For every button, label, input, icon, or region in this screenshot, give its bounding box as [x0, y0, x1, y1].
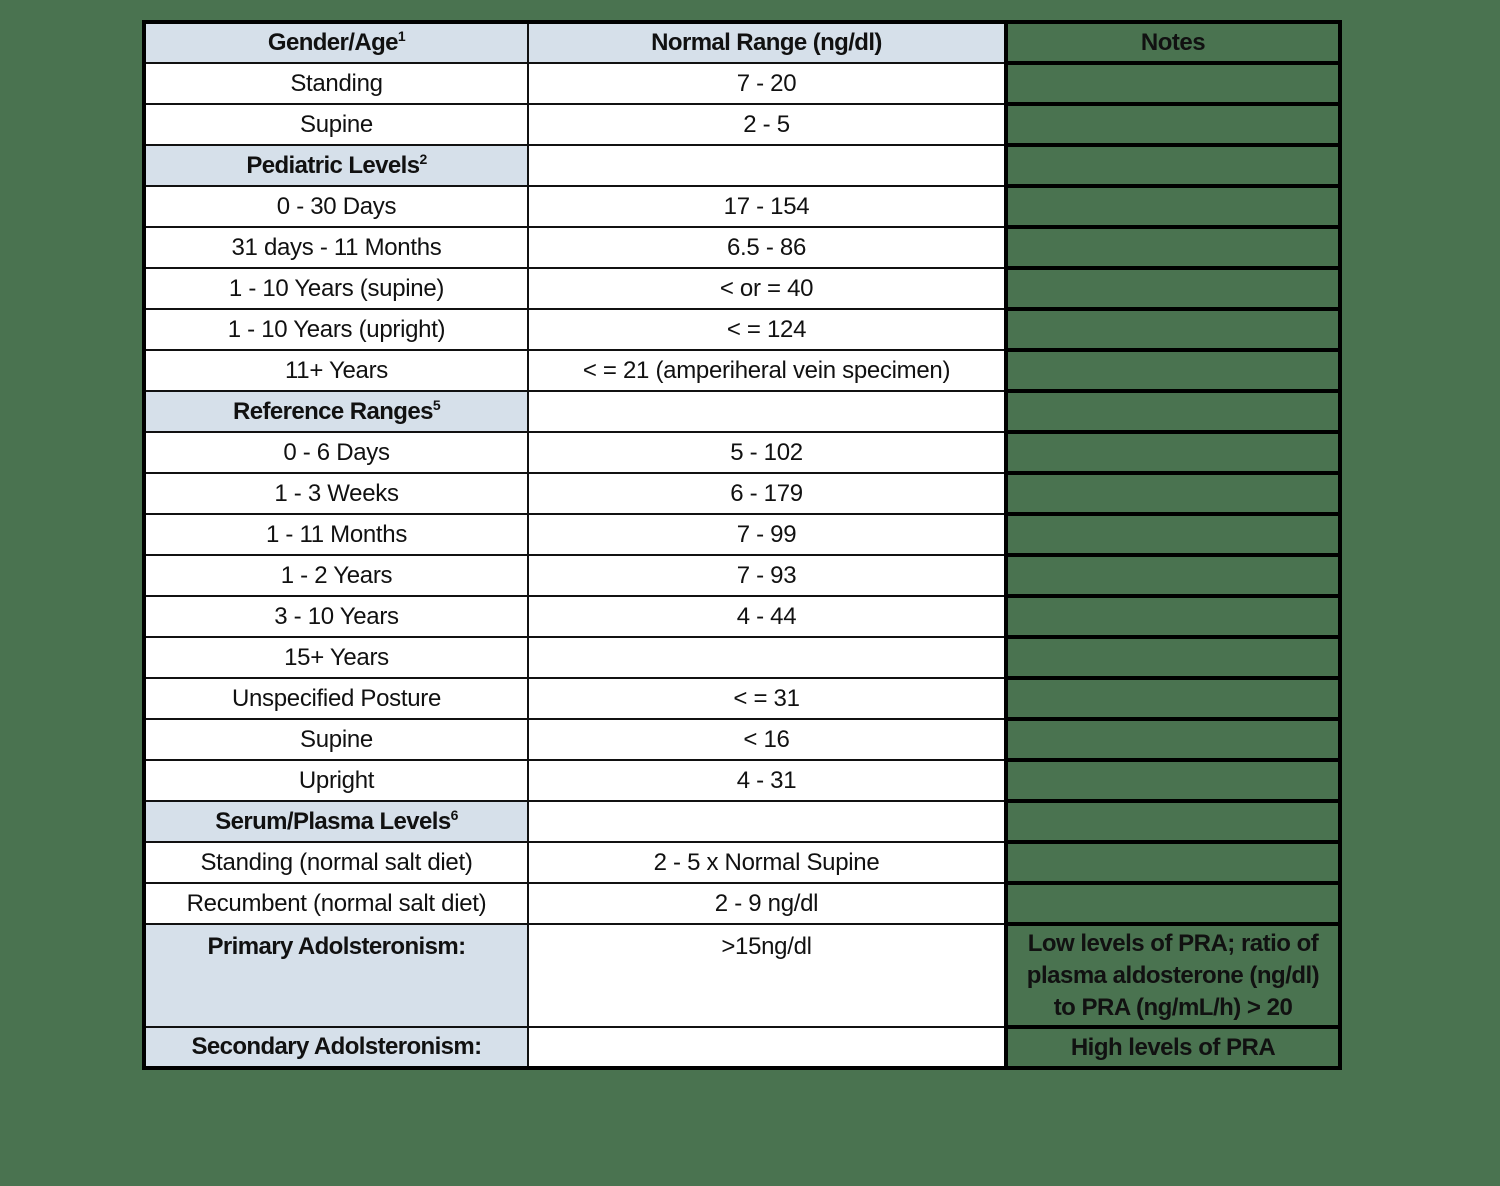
- range-value: 7 - 99: [528, 514, 1006, 555]
- notes-cell: [1006, 473, 1340, 514]
- row-label: Supine: [144, 104, 528, 145]
- table-row: [144, 514, 1340, 555]
- notes-cell: [1006, 145, 1340, 186]
- notes-cell: [1006, 842, 1340, 883]
- row-label: 3 - 10 Years: [144, 596, 528, 637]
- range-value: [528, 637, 1006, 678]
- table-row: [144, 473, 1340, 514]
- row-label: 1 - 2 Years: [144, 555, 528, 596]
- notes-cell: [1006, 883, 1340, 924]
- range-value: 4 - 44: [528, 596, 1006, 637]
- range-value: 5 - 102: [528, 432, 1006, 473]
- table-row: [144, 350, 1340, 391]
- range-value: < = 31: [528, 678, 1006, 719]
- range-value: 7 - 20: [528, 63, 1006, 104]
- row-label: 1 - 10 Years (upright): [144, 309, 528, 350]
- range-value: [528, 391, 1006, 432]
- notes-cell: [1006, 63, 1340, 104]
- range-value: 6 - 179: [528, 473, 1006, 514]
- range-value: 7 - 93: [528, 555, 1006, 596]
- table-row: [144, 555, 1340, 596]
- table-row: [144, 842, 1340, 883]
- row-label: Unspecified Posture: [144, 678, 528, 719]
- row-label: Supine: [144, 719, 528, 760]
- notes-cell: [1006, 678, 1340, 719]
- notes-cell: [1006, 596, 1340, 637]
- section-row: [144, 145, 1340, 186]
- range-value: < or = 40: [528, 268, 1006, 309]
- range-value: [528, 145, 1006, 186]
- row-label: Recumbent (normal salt diet): [144, 883, 528, 924]
- section-label: Primary Adolsteronism:: [144, 924, 528, 1027]
- range-value: [528, 1027, 1006, 1068]
- table-row: [144, 104, 1340, 145]
- notes-cell: [1006, 309, 1340, 350]
- section-label: Pediatric Levels$^2$: [144, 145, 528, 186]
- header-gender-age: Gender/Age$^1$: [144, 22, 528, 63]
- table-body: [144, 63, 1340, 1068]
- range-value: 2 - 9 ng/dl: [528, 883, 1006, 924]
- section-row: [144, 1027, 1340, 1068]
- row-label: Standing (normal salt diet): [144, 842, 528, 883]
- section-row: [144, 924, 1340, 1027]
- row-label: 1 - 3 Weeks: [144, 473, 528, 514]
- row-label: 1 - 10 Years (supine): [144, 268, 528, 309]
- section-row: [144, 801, 1340, 842]
- table-row: [144, 309, 1340, 350]
- row-label: 0 - 6 Days: [144, 432, 528, 473]
- table-row: [144, 678, 1340, 719]
- range-value: 6.5 - 86: [528, 227, 1006, 268]
- row-label: 0 - 30 Days: [144, 186, 528, 227]
- table-row: [144, 719, 1340, 760]
- aldosterone-reference-table: [142, 20, 1342, 1070]
- table-row: [144, 186, 1340, 227]
- row-label: 1 - 11 Months: [144, 514, 528, 555]
- range-value: < 16: [528, 719, 1006, 760]
- header-notes: Notes: [1006, 22, 1340, 63]
- table-header-row: [144, 22, 1340, 63]
- range-value: [528, 801, 1006, 842]
- notes-cell: [1006, 801, 1340, 842]
- table-row: [144, 432, 1340, 473]
- notes-cell: [1006, 350, 1340, 391]
- notes-cell: [1006, 719, 1340, 760]
- section-row: [144, 391, 1340, 432]
- notes-cell: [1006, 104, 1340, 145]
- table-row: [144, 596, 1340, 637]
- section-label: Reference Ranges$^5$: [144, 391, 528, 432]
- range-value: 2 - 5 x Normal Supine: [528, 842, 1006, 883]
- notes-cell: [1006, 227, 1340, 268]
- row-label: 11+ Years: [144, 350, 528, 391]
- range-value: 4 - 31: [528, 760, 1006, 801]
- notes-cell: [1006, 637, 1340, 678]
- section-label: Serum/Plasma Levels$^6$: [144, 801, 528, 842]
- notes-cell: [1006, 391, 1340, 432]
- row-label: 15+ Years: [144, 637, 528, 678]
- notes-cell: [1006, 514, 1340, 555]
- table-row: [144, 637, 1340, 678]
- row-label: 31 days - 11 Months: [144, 227, 528, 268]
- notes-cell: High levels of PRA: [1006, 1027, 1340, 1068]
- range-value: < = 21 (amperiheral vein specimen): [528, 350, 1006, 391]
- notes-cell: [1006, 555, 1340, 596]
- notes-cell: Low levels of PRA; ratio of plasma aldosterone (ng/dl) to PRA (ng/mL/h) > 20: [1006, 924, 1340, 1027]
- range-value: >15ng/dl: [528, 924, 1006, 1027]
- range-value: < = 124: [528, 309, 1006, 350]
- notes-cell: [1006, 432, 1340, 473]
- table-row: [144, 883, 1340, 924]
- header-normal-range: Normal Range (ng/dl): [528, 22, 1006, 63]
- notes-cell: [1006, 760, 1340, 801]
- table-row: [144, 63, 1340, 104]
- range-value: 17 - 154: [528, 186, 1006, 227]
- notes-cell: [1006, 268, 1340, 309]
- table-row: [144, 760, 1340, 801]
- table-row: [144, 227, 1340, 268]
- range-value: 2 - 5: [528, 104, 1006, 145]
- notes-cell: [1006, 186, 1340, 227]
- section-label: Secondary Adolsteronism:: [144, 1027, 528, 1068]
- row-label: Upright: [144, 760, 528, 801]
- row-label: Standing: [144, 63, 528, 104]
- table-row: [144, 268, 1340, 309]
